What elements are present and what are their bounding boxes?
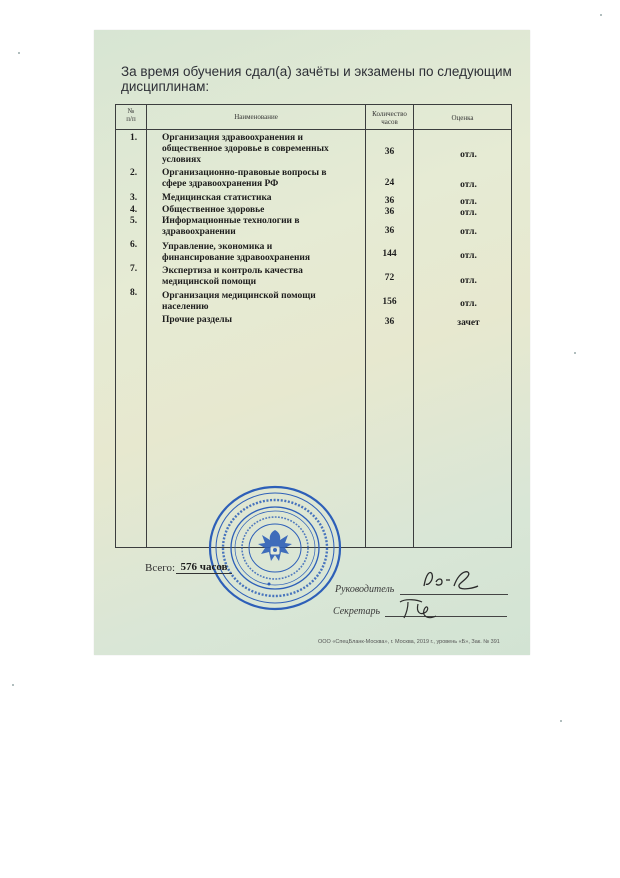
row-name: Организация здравоохранения и общественное здоровье в современных условиях bbox=[162, 133, 329, 165]
printer-imprint: ООО «СпецБланк-Москва», г. Москва, 2019 г., уровень «Б», Зак. № 391 bbox=[318, 639, 500, 645]
row-grade: отл. bbox=[460, 197, 477, 207]
row-num: 1. bbox=[130, 133, 138, 143]
row-hours: 36 bbox=[384, 196, 395, 206]
row-hours: 36 bbox=[384, 226, 395, 236]
row-hours: 36 bbox=[384, 207, 395, 217]
header-grade: Оценка bbox=[451, 114, 474, 122]
row-hours: 72 bbox=[384, 273, 395, 283]
row-num: 2. bbox=[130, 168, 138, 178]
row-grade: отл. bbox=[460, 208, 477, 218]
row-hours: 24 bbox=[384, 178, 395, 188]
header-name: Наименование bbox=[234, 113, 278, 121]
scan-speck bbox=[12, 684, 14, 686]
column-divider bbox=[413, 105, 414, 547]
scan-speck bbox=[574, 352, 576, 354]
row-grade: отл. bbox=[460, 180, 477, 190]
header-divider bbox=[116, 129, 511, 130]
scan-speck bbox=[600, 14, 602, 16]
disciplines-table bbox=[115, 104, 512, 548]
row-name: Информационные технологии в здравоохранении bbox=[162, 216, 300, 237]
row-hours: 156 bbox=[382, 297, 397, 307]
row-grade: отл. bbox=[460, 299, 477, 309]
column-divider bbox=[146, 105, 147, 547]
row-hours: 36 bbox=[384, 147, 395, 157]
row-name: Организация медицинской помощи населению bbox=[162, 291, 316, 312]
row-name: Прочие разделы bbox=[162, 315, 233, 325]
secretary-signature-label: Секретарь bbox=[333, 606, 381, 617]
scan-speck bbox=[18, 52, 20, 54]
page-heading bbox=[121, 64, 521, 94]
total-label: Всего: bbox=[145, 562, 176, 574]
row-name: Медицинская статистика bbox=[162, 193, 272, 203]
row-grade: отл. bbox=[460, 276, 477, 286]
head-signature-label: Руководитель bbox=[335, 584, 395, 595]
row-name: Организационно-правовые вопросы в сфере здравоохранения РФ bbox=[162, 168, 327, 189]
row-num: 4. bbox=[130, 205, 138, 215]
official-seal-icon bbox=[207, 484, 343, 612]
heading-line-1: За время обучения сдал(а) зачёты и экзамены по следующим bbox=[121, 64, 512, 79]
secretary-signature-icon bbox=[396, 596, 446, 622]
row-num: 8. bbox=[130, 288, 138, 298]
head-signature-icon bbox=[420, 564, 480, 596]
row-name: Общественное здоровье bbox=[162, 205, 265, 215]
row-hours: 36 bbox=[384, 317, 395, 327]
header-num: № п/п bbox=[126, 107, 136, 123]
header-hours: Количество часов bbox=[372, 110, 407, 126]
row-name: Управление, экономика и финансирование здравоохранения bbox=[162, 242, 311, 263]
row-grade: отл. bbox=[460, 227, 477, 237]
scan-speck bbox=[560, 720, 562, 722]
row-grade: отл. bbox=[460, 150, 477, 160]
row-num: 7. bbox=[130, 264, 138, 274]
total-hours-value: 576 часов bbox=[176, 561, 232, 574]
row-hours: 144 bbox=[382, 249, 397, 259]
row-num: 5. bbox=[130, 216, 138, 226]
row-grade: зачет bbox=[457, 318, 480, 328]
heading-line-2: дисциплинам: bbox=[121, 79, 210, 94]
row-name: Экспертиза и контроль качества медицинской помощи bbox=[162, 266, 303, 287]
row-num: 3. bbox=[130, 193, 138, 203]
row-num: 6. bbox=[130, 240, 138, 250]
row-grade: отл. bbox=[460, 251, 477, 261]
